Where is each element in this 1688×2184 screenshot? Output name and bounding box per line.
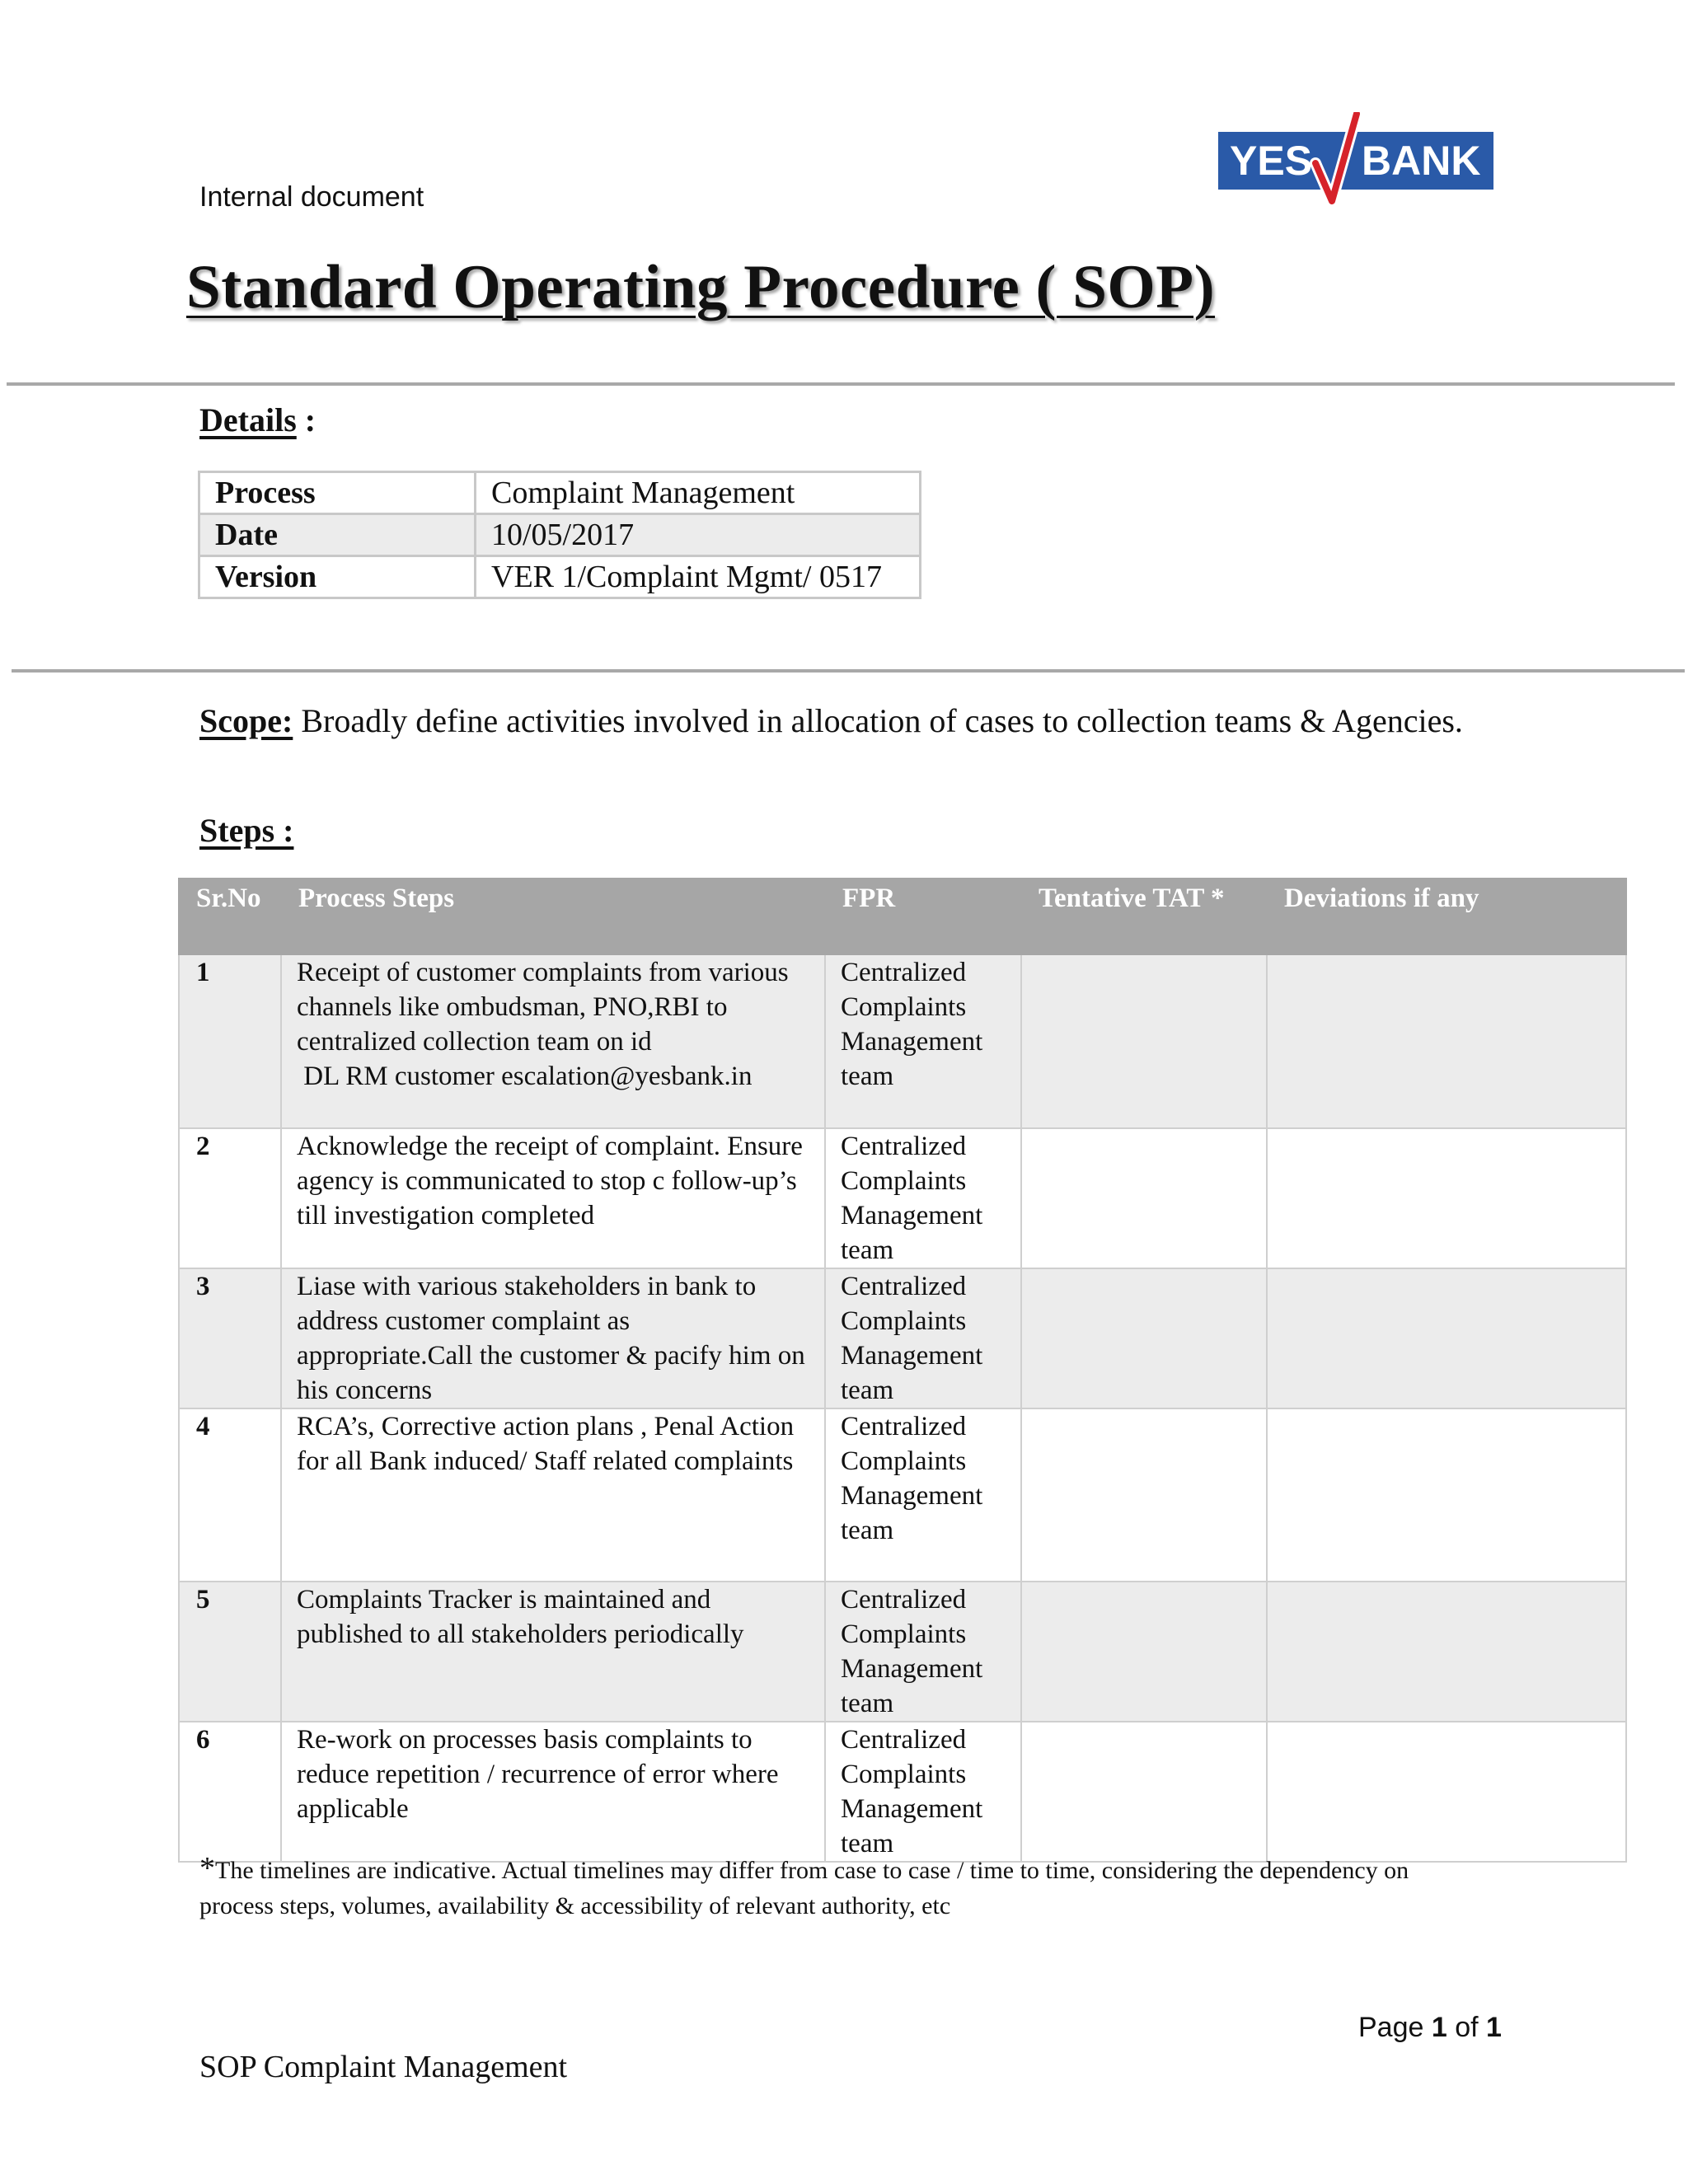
table-row xyxy=(179,1722,1626,1862)
fpr-cell: Centralized Complaints Management team xyxy=(825,1128,1021,1268)
logo-text-left: YES xyxy=(1230,138,1313,184)
internal-document-label: Internal document xyxy=(199,181,424,213)
details-heading-text: Details xyxy=(199,401,297,438)
table-row xyxy=(179,1268,1626,1408)
fpr-cell: Centralized Complaints Management team xyxy=(825,1722,1021,1862)
divider xyxy=(7,382,1675,386)
column-header-deviations: Deviations if any xyxy=(1267,879,1626,954)
scope-text: Broadly define activities involved in allocation of cases to collection teams & Agencies. xyxy=(293,702,1463,739)
details-heading-suffix: : xyxy=(296,401,316,438)
row-number: 5 xyxy=(179,1582,281,1722)
process-step-text: Receipt of customer complaints from various channels like ombudsman, PNO,RBI to centralized collection team on id xyxy=(297,958,789,1057)
table-row xyxy=(179,1582,1626,1722)
details-row-process xyxy=(199,472,921,514)
fpr-cell: Centralized Complaints Management team xyxy=(825,1268,1021,1408)
deviation-cell xyxy=(1267,1582,1626,1722)
deviation-cell xyxy=(1267,1128,1626,1268)
tat-cell xyxy=(1021,1582,1267,1722)
scope-label: Scope: xyxy=(199,702,293,739)
details-row-version xyxy=(199,556,921,598)
page-total: 1 xyxy=(1486,2012,1502,2043)
details-value: Complaint Management xyxy=(476,472,921,514)
deviation-cell xyxy=(1267,954,1626,1128)
details-key: Process xyxy=(199,472,476,514)
tat-cell xyxy=(1021,954,1267,1128)
steps-table xyxy=(178,878,1627,1863)
process-step: Liase with various stakeholders in bank to address customer complaint as appropriate.Call the customer & pacify him on his concerns xyxy=(281,1268,825,1408)
page-number xyxy=(1358,2012,1502,2044)
details-key: Date xyxy=(199,514,476,556)
page-title: Standard Operating Procedure ( SOP) xyxy=(186,253,1216,321)
fpr-cell: Centralized Complaints Management team xyxy=(825,1582,1021,1722)
process-step: Re-work on processes basis complaints to reduce repetition / recurrence of error where applicable xyxy=(281,1722,825,1862)
tat-cell xyxy=(1021,1722,1267,1862)
process-step xyxy=(281,954,825,1128)
footnote xyxy=(199,1851,1485,1924)
page-prefix: Page xyxy=(1358,2012,1432,2043)
scope-paragraph xyxy=(199,697,1485,745)
steps-heading-text: Steps : xyxy=(199,812,294,849)
row-number: 2 xyxy=(179,1128,281,1268)
details-value: 10/05/2017 xyxy=(476,514,921,556)
table-row xyxy=(179,1128,1626,1268)
row-number: 1 xyxy=(179,954,281,1128)
details-table xyxy=(198,471,921,599)
deviation-cell xyxy=(1267,1408,1626,1582)
process-step-extra: DL RM customer escalation@yesbank.in xyxy=(303,1062,753,1091)
process-step: RCA’s, Corrective action plans , Penal Action for all Bank induced/ Staff related complaints xyxy=(281,1408,825,1582)
fpr-cell: Centralized Complaints Management team xyxy=(825,954,1021,1128)
yes-bank-logo xyxy=(1218,112,1493,211)
fpr-cell: Centralized Complaints Management team xyxy=(825,1408,1021,1582)
column-header-fpr: FPR xyxy=(825,879,1021,954)
logo-text-right: BANK xyxy=(1362,138,1481,184)
table-row xyxy=(179,1408,1626,1582)
column-header-sr-no: Sr.No xyxy=(179,879,281,954)
footer-document-title: SOP Complaint Management xyxy=(199,2050,568,2084)
table-row xyxy=(179,954,1626,1128)
page-of: of xyxy=(1447,2012,1487,2043)
row-number: 3 xyxy=(179,1268,281,1408)
footnote-marker: * xyxy=(199,1851,215,1886)
page-current: 1 xyxy=(1431,2012,1447,2043)
divider xyxy=(12,669,1685,673)
row-number: 4 xyxy=(179,1408,281,1582)
tat-cell xyxy=(1021,1408,1267,1582)
tat-cell xyxy=(1021,1128,1267,1268)
deviation-cell xyxy=(1267,1722,1626,1862)
process-step: Complaints Tracker is maintained and published to all stakeholders periodically xyxy=(281,1582,825,1722)
column-header-tat: Tentative TAT * xyxy=(1021,879,1267,954)
details-heading xyxy=(199,401,316,439)
column-header-process-steps: Process Steps xyxy=(281,879,825,954)
row-number: 6 xyxy=(179,1722,281,1862)
tat-cell xyxy=(1021,1268,1267,1408)
process-step: Acknowledge the receipt of complaint. Ensure agency is communicated to stop c follow-up’s till investigation completed xyxy=(281,1128,825,1268)
details-key: Version xyxy=(199,556,476,598)
steps-heading xyxy=(199,811,293,850)
footnote-text: The timelines are indicative. Actual timelines may differ from case to case / time to time, considering the dependency on process steps, volumes, availability & accessibility of relevant authority, etc xyxy=(199,1857,1409,1919)
details-row-date xyxy=(199,514,921,556)
deviation-cell xyxy=(1267,1268,1626,1408)
details-value: VER 1/Complaint Mgmt/ 0517 xyxy=(476,556,921,598)
steps-header-row xyxy=(179,879,1626,954)
